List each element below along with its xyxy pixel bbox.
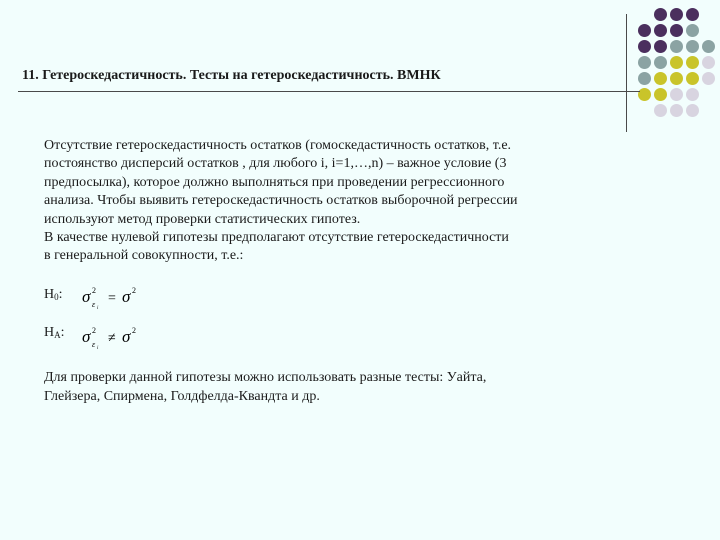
hypothesis-colon: :	[60, 325, 65, 340]
decorative-dot	[686, 104, 699, 117]
decorative-dot	[654, 72, 667, 85]
decorative-dot	[702, 72, 715, 85]
conclusion-line: Для проверки данной гипотезы можно использовать разные тесты: Уайта,	[44, 370, 487, 385]
epsilon-subscript: ε	[92, 340, 96, 349]
sigma-symbol: σ	[122, 327, 131, 346]
hypothesis-letter: H	[44, 287, 55, 302]
not-equal-sign: ≠	[108, 331, 116, 346]
decorative-dot	[686, 72, 699, 85]
decorative-dot	[638, 88, 651, 101]
index-subscript: i	[97, 306, 99, 310]
decorative-dot	[670, 72, 683, 85]
decorative-dot	[702, 40, 715, 53]
alternative-hypothesis-label	[44, 325, 65, 341]
equals-sign: =	[108, 291, 116, 306]
decorative-dot	[654, 56, 667, 69]
slide-title: 11. Гетероскедастичность. Тесты на гетероскедастичность. ВМНК	[22, 68, 441, 83]
decorative-dot	[686, 24, 699, 37]
decorative-dot	[670, 8, 683, 21]
decorative-dot	[702, 56, 715, 69]
decorative-dot-grid	[638, 8, 720, 120]
decorative-dot	[654, 104, 667, 117]
conclusion-paragraph	[44, 368, 604, 406]
decorative-dot	[654, 8, 667, 21]
decorative-dot	[686, 88, 699, 101]
index-subscript: i	[97, 346, 99, 350]
hypothesis-colon: :	[58, 287, 63, 302]
decorative-dot	[670, 88, 683, 101]
paragraph-line: Отсутствие гетероскедастичность остатков (гомоскедастичность остатков, т.е.	[44, 138, 512, 153]
vertical-divider	[626, 14, 627, 132]
hypothesis-letter: H	[44, 325, 55, 340]
paragraph-line: постоянство дисперсий остатков , для любого i, i=1,…,n) – важное условие (3	[44, 156, 507, 172]
decorative-dot	[638, 40, 651, 53]
sigma-symbol: σ	[82, 327, 91, 346]
paragraph-line: в генеральной совокупности, т.е.:	[44, 248, 244, 264]
conclusion-line: Глейзера, Спирмена, Голдфелда-Квандта и др.	[44, 389, 320, 404]
decorative-dot	[654, 40, 667, 53]
null-hypothesis-formula	[80, 282, 160, 310]
body-paragraph	[44, 137, 614, 266]
decorative-dot	[686, 56, 699, 69]
null-hypothesis-label	[44, 287, 63, 303]
decorative-dot	[638, 24, 651, 37]
power-two: 2	[92, 326, 96, 335]
power-two: 2	[132, 326, 136, 335]
hypothesis-subscript: A	[54, 330, 61, 340]
alternative-hypothesis-formula	[80, 322, 160, 350]
hypothesis-subscript: 0	[54, 292, 59, 302]
decorative-dot	[670, 56, 683, 69]
power-two: 2	[132, 286, 136, 295]
title-underline	[18, 91, 640, 92]
decorative-dot	[654, 88, 667, 101]
paragraph-line: используют метод проверки статистических гипотез.	[44, 211, 361, 227]
decorative-dot	[638, 56, 651, 69]
decorative-dot	[670, 24, 683, 37]
decorative-dot	[654, 24, 667, 37]
power-two: 2	[92, 286, 96, 295]
decorative-dot	[686, 40, 699, 53]
paragraph-line: В качестве нулевой гипотезы предполагают отсутствие гетероскедастичности	[44, 230, 509, 246]
decorative-dot	[670, 40, 683, 53]
decorative-dot	[638, 72, 651, 85]
sigma-symbol: σ	[122, 287, 131, 306]
sigma-symbol: σ	[82, 287, 91, 306]
decorative-dot	[670, 104, 683, 117]
epsilon-subscript: ε	[92, 300, 96, 309]
paragraph-line: анализа. Чтобы выявить гетероскедастичность остатков выборочной регрессии	[44, 193, 518, 209]
paragraph-line: предпосылка), которое должно выполняться при проведении регрессионного	[44, 174, 505, 190]
decorative-dot	[686, 8, 699, 21]
